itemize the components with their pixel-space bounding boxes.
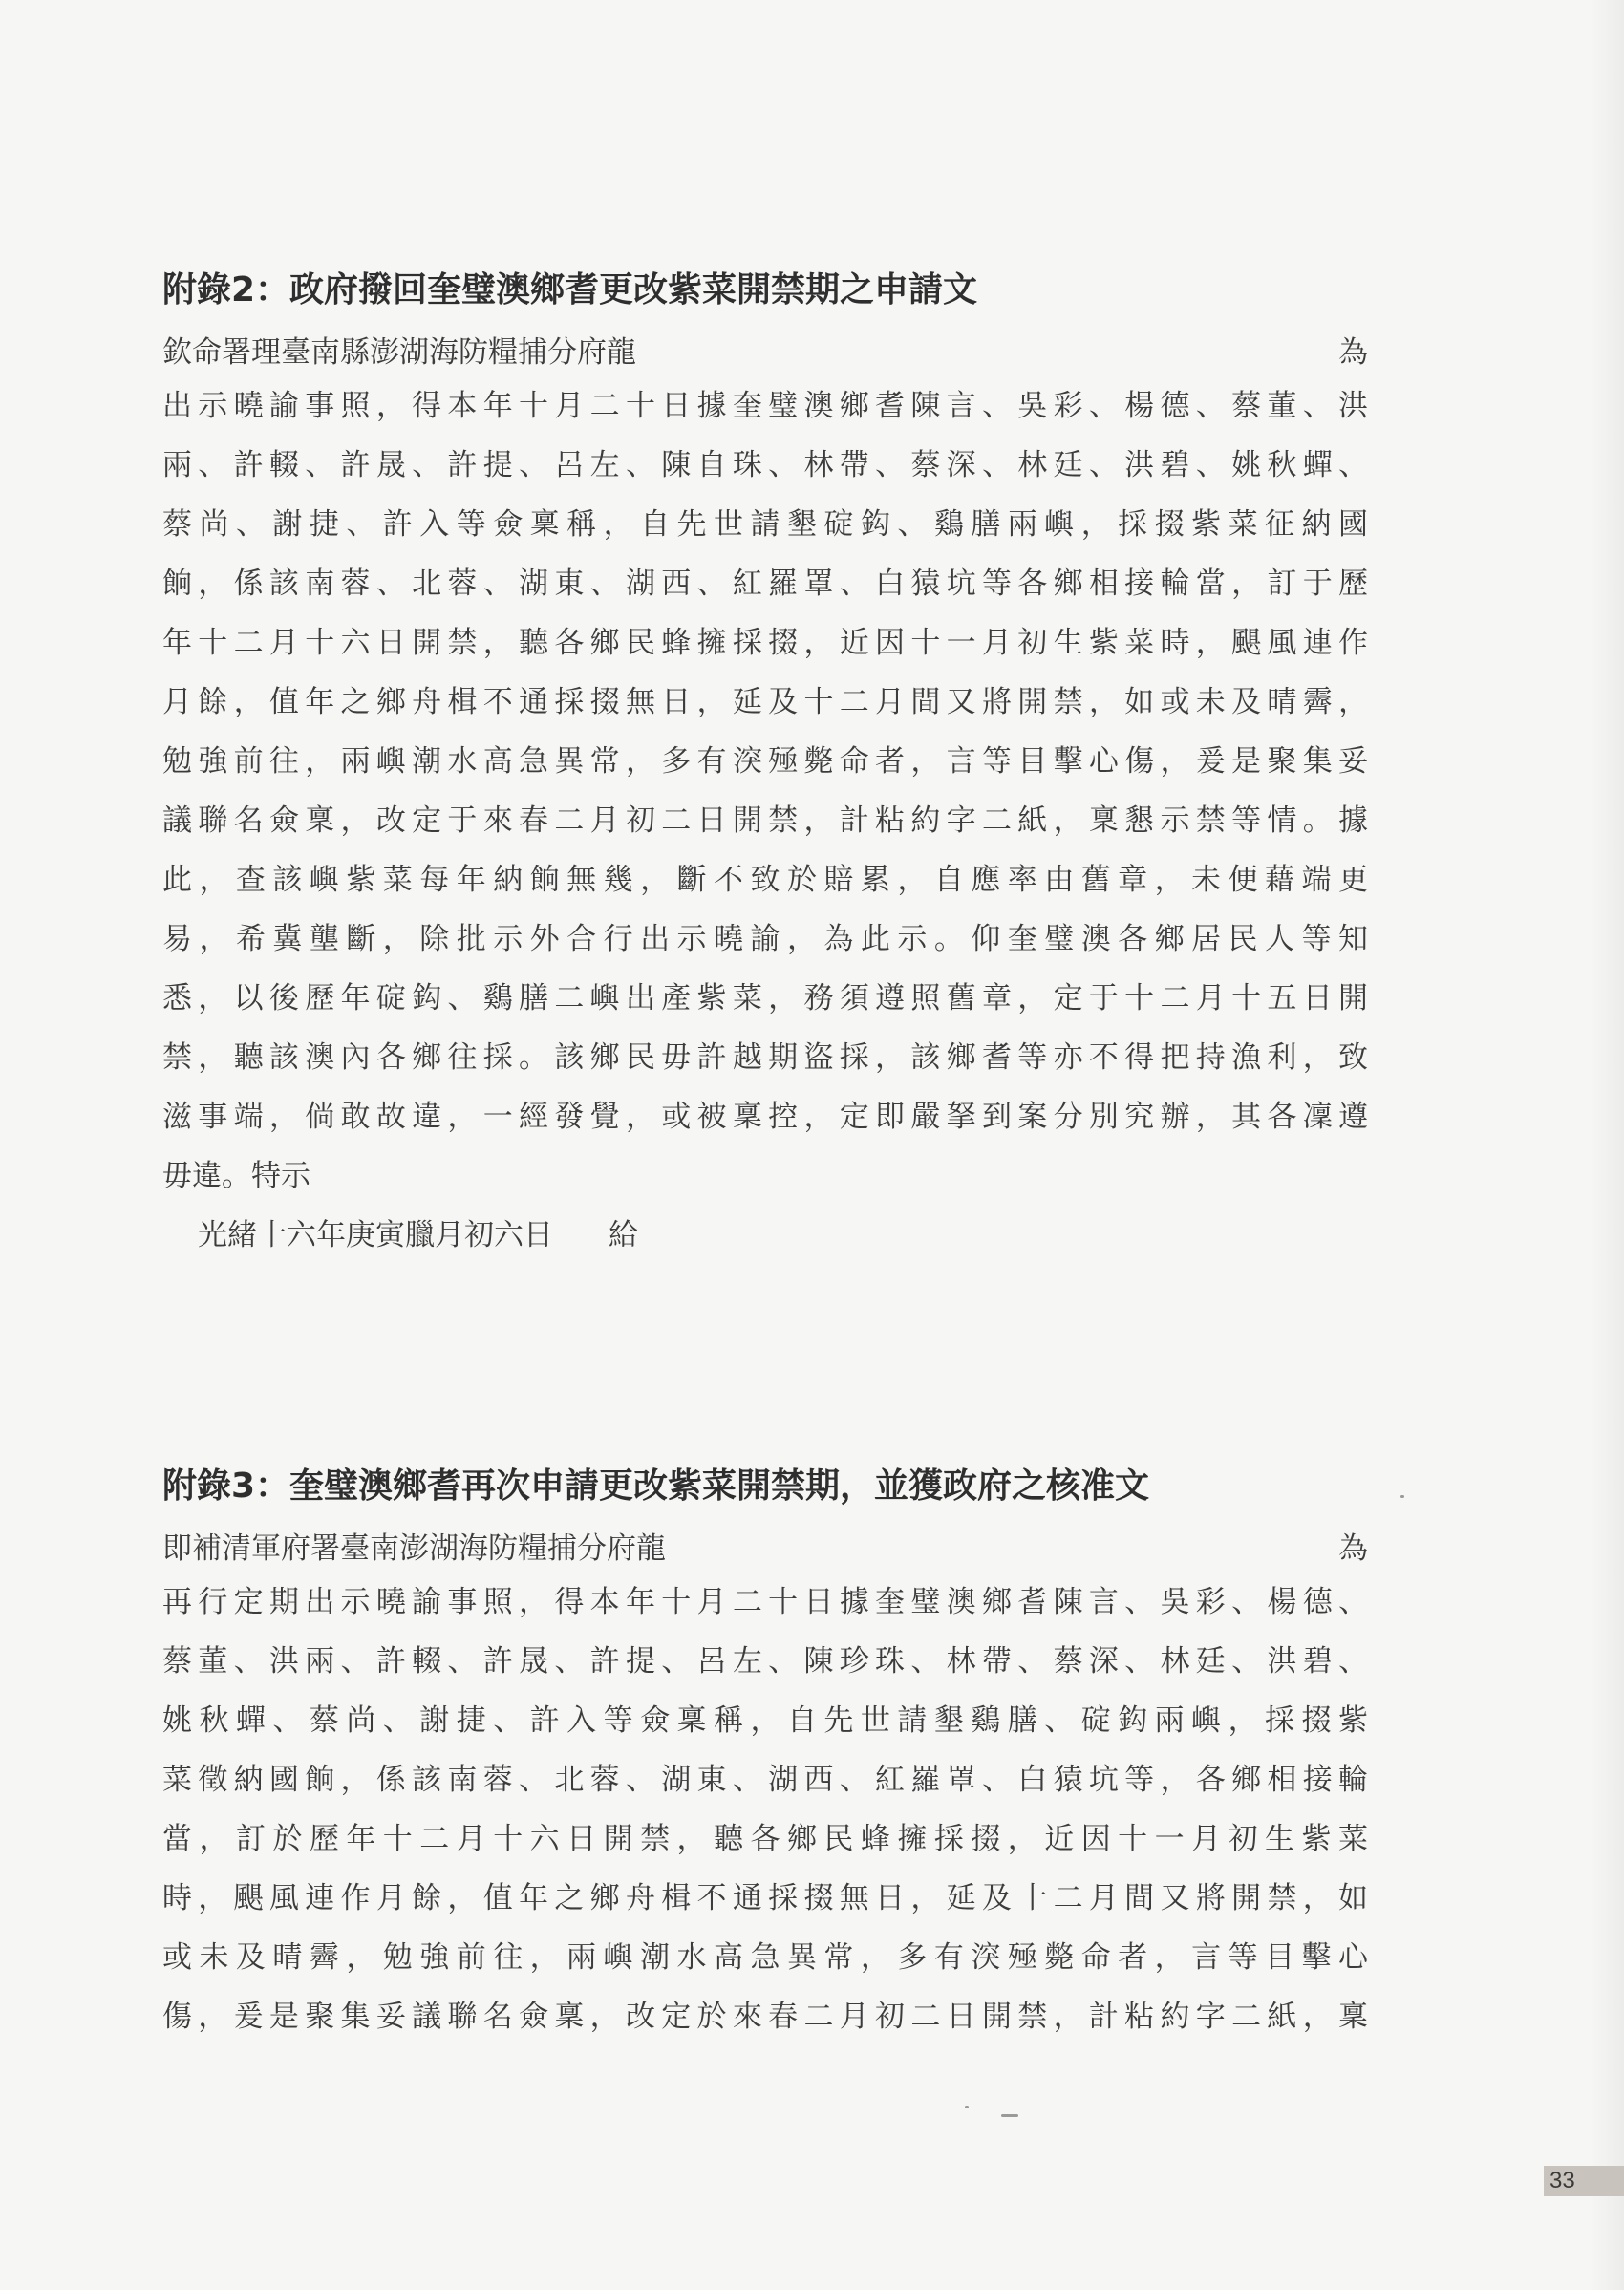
appendix-3-text-line: 當，訂於歷年十二月十六日開禁，聽各鄉民蜂擁採掇，近因十一月初生紫菜 — [162, 1822, 1368, 1856]
appendix-2-text-line: 蔡尚、謝捷、許入等僉稟稱，自先世請墾碇鈎、鷄膳兩嶼，採掇紫菜征納國 — [162, 507, 1368, 542]
appendix-2-heading: 附錄2：政府撥回奎璧澳鄉耆更改紫菜開禁期之申請文 — [162, 270, 978, 310]
appendix-3-issuer-line — [162, 1525, 1368, 1573]
appendix-3-text-line: 姚秋蟬、蔡尚、謝捷、許入等僉稟稱，自先世請墾鷄膳、碇鈎兩嶼，採掇紫 — [162, 1703, 1368, 1738]
appendix-2-text-line: 餉，係該南蓉、北蓉、湖東、湖西、紅羅罩、白猿坑等各鄉相接輪當，訂于歷 — [162, 567, 1368, 601]
scan-speck — [965, 2106, 969, 2108]
appendix-2-text-line: 禁，聽該澳內各鄉往採。該鄉民毋許越期盜採，該鄉耆等亦不得把持漁利，致 — [162, 1040, 1368, 1075]
appendix-2-text-line: 議聯名僉稟，改定于來春二月初二日開禁，計粘約字二紙，稟懇示禁等情。據 — [162, 803, 1368, 838]
appendix-3-text-line: 菜徵納國餉，係該南蓉、北蓉、湖東、湖西、紅羅罩、白猿坑等，各鄉相接輪 — [162, 1763, 1368, 1797]
page-number: 33 — [1544, 2166, 1624, 2196]
appendix-2-date-suffix: 給 — [609, 1218, 638, 1252]
appendix-3-text-line: 傷，爰是聚集妥議聯名僉稟，改定於來春二月初二日開禁，計粘約字二紙，稟 — [162, 2000, 1368, 2034]
appendix-3-text-line: 蔡董、洪兩、許輟、許晟、許提、呂左、陳珍珠、林帶、蔡深、林廷、洪碧、 — [162, 1644, 1368, 1679]
appendix-2-section — [162, 266, 1368, 1265]
appendix-2-text-line: 兩、許輟、許晟、許提、呂左、陳自珠、林帶、蔡深、林廷、洪碧、姚秋蟬、 — [162, 448, 1368, 482]
appendix-3-issuer: 即補清軍府署臺南澎湖海防糧捕分府龍 — [162, 1531, 666, 1566]
appendix-2-issuer-suffix: 為 — [1338, 335, 1368, 370]
scan-speck — [1001, 2114, 1018, 2117]
appendix-2-text-line: 毋違。特示 — [162, 1159, 310, 1193]
appendix-2-text-line: 月餘，值年之鄉舟楫不通採掇無日，延及十二月間又將開禁，如或未及晴霽， — [162, 685, 1368, 719]
appendix-3-text-line: 時，颶風連作月餘，值年之鄉舟楫不通採掇無日，延及十二月間又將開禁，如 — [162, 1881, 1368, 1915]
appendix-3-text-line: 再行定期出示曉諭事照，得本年十月二十日據奎璧澳鄉耆陳言、吳彩、楊德、 — [162, 1585, 1368, 1619]
appendix-2-text-line: 出示曉諭事照，得本年十月二十日據奎璧澳鄉耆陳言、吳彩、楊德、蔡董、洪 — [162, 389, 1368, 423]
appendix-2-text-line: 悉，以後歷年碇鈎、鷄膳二嶼出產紫菜，務須遵照舊章，定于十二月十五日開 — [162, 981, 1368, 1016]
appendix-3-section — [162, 1462, 1368, 2046]
appendix-3-issuer-suffix: 為 — [1338, 1531, 1368, 1566]
appendix-2-issuer: 欽命署理臺南縣澎湖海防糧捕分府龍 — [162, 335, 636, 370]
page-edge-shadow — [1590, 0, 1624, 2290]
appendix-2-text-line: 年十二月十六日開禁，聽各鄉民蜂擁採掇，近因十一月初生紫菜時，颶風連作 — [162, 626, 1368, 660]
appendix-2-text-line: 勉強前往，兩嶼潮水高急異常，多有湥殛斃命者，言等目擊心傷，爰是聚集妥 — [162, 744, 1368, 779]
appendix-3-text-line: 或未及晴霽，勉強前往，兩嶼潮水高急異常，多有湥殛斃命者，言等目擊心 — [162, 1940, 1368, 1975]
appendix-2-text-line: 滋事端，倘敢故違，一經發覺，或被稟控，定即嚴拏到案分別究辦，其各凜遵 — [162, 1100, 1368, 1134]
appendix-2-text-line: 此，查該嶼紫菜每年納餉無幾，斷不致於賠累，自應率由舊章，未便藉端更 — [162, 863, 1368, 897]
appendix-2-issuer-line — [162, 329, 1368, 376]
scan-speck — [1400, 1495, 1404, 1498]
appendix-3-heading: 附錄3：奎璧澳鄉耆再次申請更改紫菜開禁期，並獲政府之核准文 — [162, 1466, 1150, 1506]
appendix-2-text-line: 易，希冀壟斷，除批示外合行出示曉諭，為此示。仰奎璧澳各鄉居民人等知 — [162, 922, 1368, 956]
appendix-2-date: 光緒十六年庚寅臘月初六日 — [198, 1218, 553, 1252]
appendix-2-date-line — [162, 1206, 1368, 1265]
